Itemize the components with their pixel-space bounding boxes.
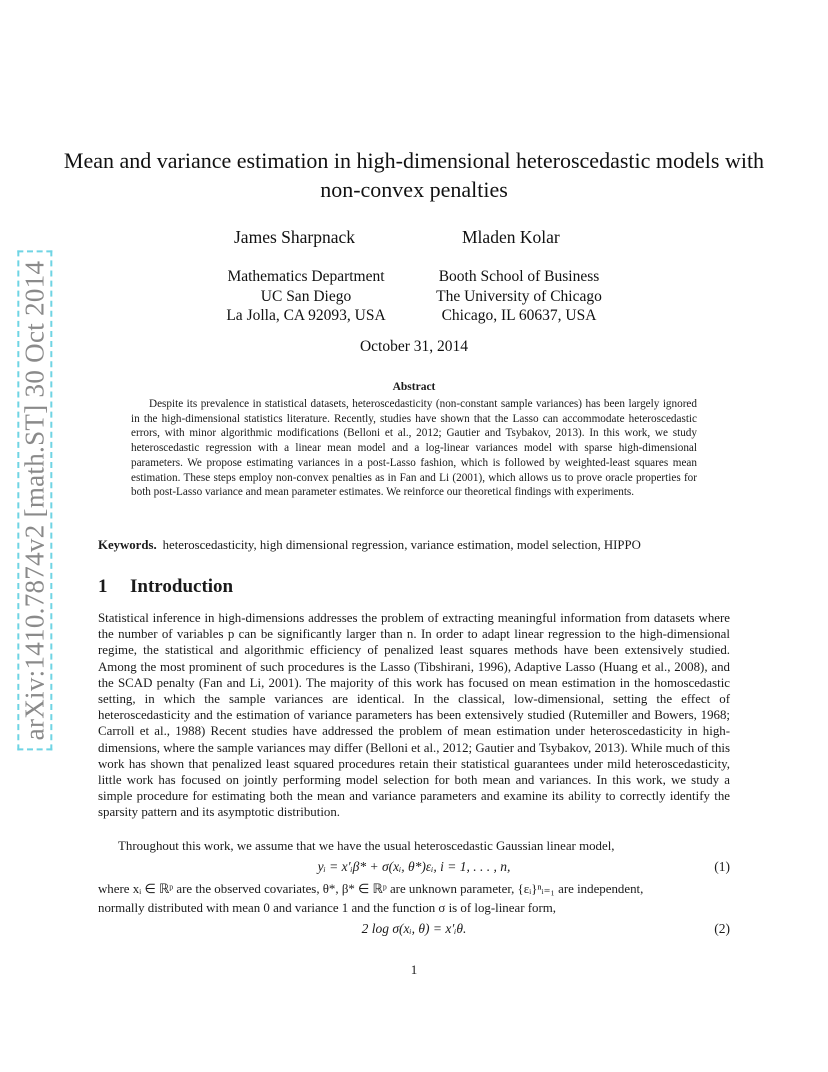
keywords-line — [98, 538, 738, 553]
paragraph-intro: Statistical inference in high-dimensions addresses the problem of extracting meaningful information from datasets where the number of variables p can be significantly larger than n. In order to adapt linear regression to the high-dimensional regime, the statistical and algorithmic efficiency of penalized least squares methods have been extensively studied. Among the most prominent of such procedures is the Lasso (Tibshirani, 1996), Adaptive Lasso (Huang et al., 2008), and the SCAD penalty (Fan and Li, 2001). The majority of this work has focused on mean estimation in the homoscedastic setting, in which the sample variances are identical. In the classical, low-dimensional, setting the effect of heteroscedasticity and the estimation of variance parameters has been extensively studied (Rutemiller and Bowers, 1968; Carroll et al., 1988) Recent studies have addressed the problem of mean estimation under heteroscedasticity in high-dimensions, where the sample variances may differ (Belloni et al., 2012; Gautier and Tsybakov, 2013). While much of this work has shown that penalized least squared procedures retain their statistical guarantees under mild heteroscedasticity, little work has focused on jointly performing model selection for both mean and variances. In this work, we study a simple procedure for estimating both the mean and variance parameters and examine its ability to correctly identify the sparsity pattern and its asymptotic distribution. — [98, 611, 730, 820]
author-name-2: Mladen Kolar — [462, 227, 560, 247]
affiliation-line: Chicago, IL 60637, USA — [441, 307, 597, 324]
section-number: 1 — [98, 576, 108, 597]
affiliation-line: Booth School of Business — [438, 268, 600, 285]
equation-2-formula: 2 log σ(xᵢ, θ) = x′ᵢθ. — [361, 921, 467, 936]
equation-1-formula: yᵢ = x′ᵢβ* + σ(xᵢ, θ*)εᵢ, i = 1, . . . , n, — [317, 859, 511, 874]
paragraph-loglinear: normally distributed with mean 0 and variance 1 and the function σ is of log-linear form, — [98, 901, 556, 915]
section-title: Introduction — [130, 576, 234, 597]
affiliation-line: The University of Chicago — [436, 287, 602, 305]
paragraph-model: Throughout this work, we assume that we have the usual heteroscedastic Gaussian linear model, — [118, 839, 615, 853]
keywords-label: Keywords. — [98, 538, 157, 552]
arxiv-identifier-stamp — [16, 255, 54, 745]
section-heading — [98, 576, 233, 598]
page-number: 1 — [410, 962, 418, 977]
paper-date: October 31, 2014 — [359, 338, 469, 355]
equation-1-number: (1) — [714, 859, 730, 874]
affiliation-line: La Jolla, CA 92093, USA — [226, 307, 386, 324]
paragraph-covariates: where xᵢ ∈ ℝᵖ are the observed covariates, θ*, β* ∈ ℝᵖ are unknown parameter, {εᵢ}ⁿᵢ₌₁ are independent, — [98, 882, 644, 896]
arxiv-identifier[interactable]: arXiv:1410.7874v2 [math.ST] 30 Oct 2014 — [18, 250, 53, 750]
author-name-1: James Sharpnack — [234, 227, 356, 247]
equation-2-number: (2) — [714, 921, 730, 936]
affiliation-line: UC San Diego — [260, 287, 352, 305]
author-affiliation-1 — [206, 267, 406, 326]
keywords-text: heteroscedasticity, high dimensional regression, variance estimation, model selection, HIPPO — [162, 538, 641, 552]
paper-title: Mean and variance estimation in high-dimensional heteroscedastic models with non-convex penalties — [63, 148, 765, 202]
abstract-heading: Abstract — [392, 381, 436, 393]
abstract-text: Despite its prevalence in statistical datasets, heteroscedasticity (non-constant sample variances) has been largely ignored in the high-dimensional statistics literature. Recently, studies have shown that the Lasso can accommodate heteroscedastic errors, with minor algorithmic modifications (Belloni et al., 2012; Gautier and Tsybakov, 2013). In this work, we study heteroscedastic regression with a linear mean model and a log-linear variances model with sparse high-dimensional parameters. We propose estimating variances in a post-Lasso fashion, which is followed by weighted-least squares mean estimation. These steps employ non-convex penalties as in Fan and Li (2001), which allows us to prove oracle properties for both post-Lasso variance and mean parameter estimates. We reinforce our theoretical findings with experiments. — [131, 398, 697, 499]
author-affiliation-2 — [418, 267, 620, 326]
affiliation-line: Mathematics Department — [227, 268, 385, 285]
